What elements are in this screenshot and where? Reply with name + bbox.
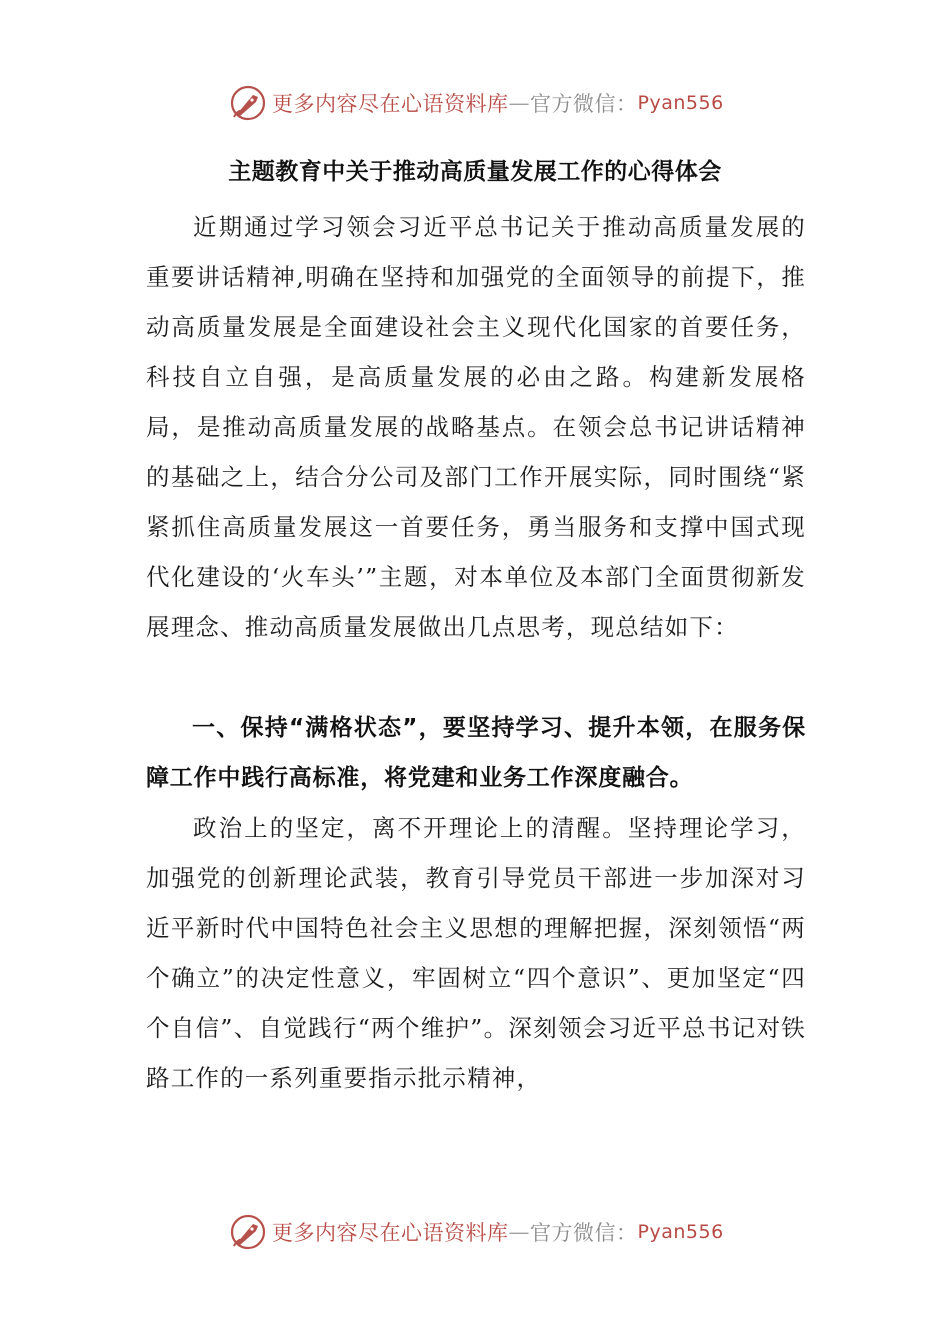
watermark-wechat-id: Pyan556 [637, 92, 724, 114]
watermark-separator: — [508, 1220, 530, 1244]
watermark-site-text: 更多内容尽在心语资料库 [272, 92, 509, 116]
body-paragraph-intro: 近期通过学习领会习近平总书记关于推动高质量发展的重要讲话精神,明确在坚持和加强党的全面领导的前提下，推动高质量发展是全面建设社会主义现代化国家的首要任务，科技自立自强，是高质量发展的必由之路。构建新发展格局，是推动高质量发展的战略基点。在领会总书记讲话精神的基础之上，结合分公司及部门工作开展实际，同时围绕“紧紧抓住高质量发展这一首要任务，勇当服务和支撑中国式现代化建设的‘火车头’”主题，对本单位及本部门全面贯彻新发展理念、推动高质量发展做出几点思考，现总结如下： [146, 213, 806, 641]
header-watermark [228, 83, 724, 123]
section-heading-1: 一、保持“满格状态”，要坚持学习、提升本领，在服务保障工作中践行高标准，将党建和业务工作深度融合。 [146, 715, 806, 791]
watermark-official-label: 官方微信： [530, 1221, 638, 1245]
document-title: 主题教育中关于推动高质量发展工作的心得体会 [228, 159, 722, 185]
pen-nib-logo-icon [228, 1212, 268, 1252]
footer-watermark [228, 1212, 724, 1252]
watermark-separator: — [508, 91, 530, 115]
watermark-official-label: 官方微信： [530, 92, 638, 116]
watermark-site-text: 更多内容尽在心语资料库 [272, 1221, 509, 1245]
body-paragraph-section-1: 政治上的坚定，离不开理论上的清醒。坚持理论学习，加强党的创新理论武装，教育引导党员干部进一步加深对习近平新时代中国特色社会主义思想的理解把握，深刻领悟“两个确立”的决定性意义，牢固树立“四个意识”、更加坚定“四个自信”、自觉践行“两个维护”。深刻领会习近平总书记对铁路工作的一系列重要指示批示精神， [146, 814, 806, 1092]
watermark-wechat-id: Pyan556 [637, 1221, 724, 1243]
pen-nib-logo-icon [228, 83, 268, 123]
